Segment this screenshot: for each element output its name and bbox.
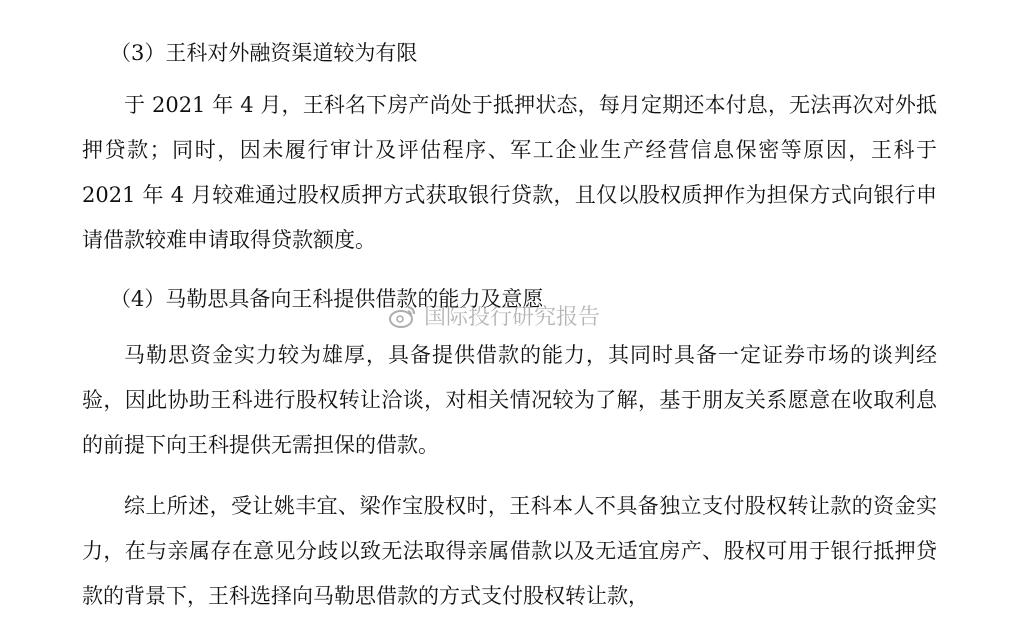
paragraph-conclusion: 综上所述，受让姚丰宜、梁作宝股权时，王科本人不具备独立支付股权转让款的资金实力，在与亲属存在意见分歧以致无法取得亲属借款以及无适宜房产、股权可用于银行抵押贷款的背景下，王科选择向马勒思借款的方式支付股权转让款， — [82, 494, 937, 608]
paragraph-lender-capacity: 马勒思资金实力较为雄厚，具备提供借款的能力，其同时具备一定证券市场的谈判经验，因此协助王科进行股权转让洽谈，对相关情况较为了解，基于朋友关系愿意在收取利息的前提下向王科提供无需担保的借款。 — [82, 343, 937, 457]
section-heading-3: （3）王科对外融资渠道较为有限 — [110, 41, 418, 65]
section-heading-4: （4）马勒思具备向王科提供借款的能力及意愿 — [110, 287, 544, 311]
paragraph-financing-channels: 于 2021 年 4 月，王科名下房产尚处于抵押状态，每月定期还本付息，无法再次对外抵押贷款；同时，因未履行审计及评估程序、军工企业生产经营信息保密等原因，王科于 2021 年 4 月较难通过股权质押方式获取银行贷款，且仅以股权质押作为担保方式向银行申请借款较难申请取得贷款额度。 — [82, 93, 937, 252]
watermark-text: 国际投行研究报告 — [424, 305, 601, 330]
